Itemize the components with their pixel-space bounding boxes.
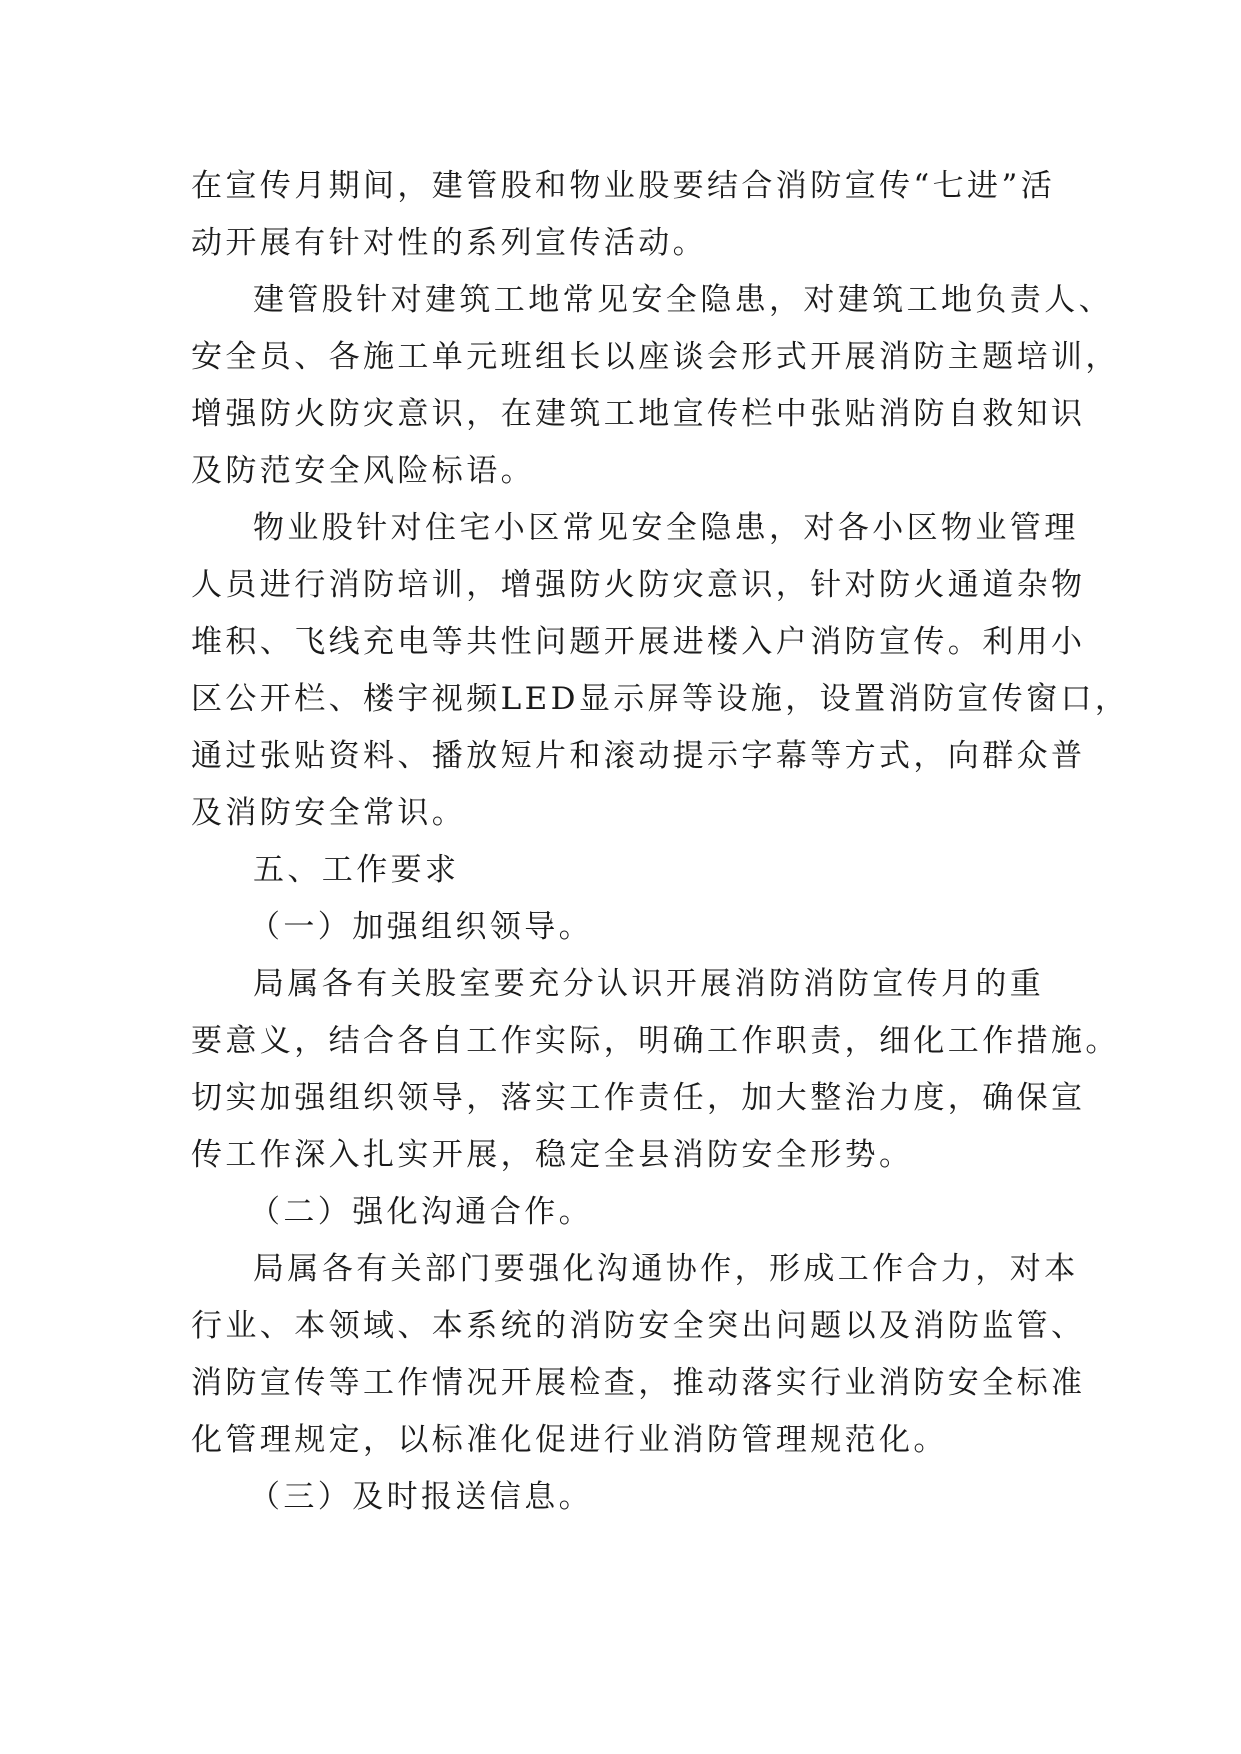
text-line: 化管理规定，以标准化促进行业消防管理规范化。: [191, 1422, 948, 1458]
subsection-heading: （一）加强组织领导。: [249, 909, 593, 945]
text-line: 堆积、飞线充电等共性问题开展进楼入户消防宣传。利用小: [191, 624, 1086, 660]
text-line: 局属各有关部门要强化沟通协作，形成工作合力，对本: [253, 1251, 1079, 1287]
text-line: 物业股针对住宅小区常见安全隐患，对各小区物业管理: [253, 510, 1079, 546]
text-line: 及消防安全常识。: [191, 795, 467, 831]
text-line: 消防宣传等工作情况开展检查，推动落实行业消防安全标准: [191, 1365, 1086, 1401]
text-line: 安全员、各施工单元班组长以座谈会形式开展消防主题培训，: [191, 339, 1120, 375]
text-line: 区公开栏、楼宇视频LED显示屏等设施，设置消防宣传窗口，: [191, 681, 1130, 717]
section-heading: 五、工作要求: [253, 852, 460, 888]
text-line: 动开展有针对性的系列宣传活动。: [191, 225, 707, 261]
text-line: 在宣传月期间，建管股和物业股要结合消防宣传“七进”活: [191, 168, 1056, 204]
text-line: 传工作深入扎实开展，稳定全县消防安全形势。: [191, 1137, 914, 1173]
text-line: 增强防火防灾意识，在建筑工地宣传栏中张贴消防自救知识: [191, 396, 1086, 432]
subsection-heading: （三）及时报送信息。: [249, 1479, 593, 1515]
text-line: 建管股针对建筑工地常见安全隐患，对建筑工地负责人、: [253, 282, 1113, 318]
text-line: 通过张贴资料、播放短片和滚动提示字幕等方式，向群众普: [191, 738, 1086, 774]
text-line: 人员进行消防培训，增强防火防灾意识，针对防火通道杂物: [191, 567, 1086, 603]
text-line: 局属各有关股室要充分认识开展消防消防宣传月的重: [253, 966, 1045, 1002]
text-line: 要意义，结合各自工作实际，明确工作职责，细化工作措施。: [191, 1023, 1120, 1059]
text-line: 切实加强组织领导，落实工作责任，加大整治力度，确保宣: [191, 1080, 1086, 1116]
text-line: 行业、本领域、本系统的消防安全突出问题以及消防监管、: [191, 1308, 1086, 1344]
text-line: 及防范安全风险标语。: [191, 453, 535, 489]
subsection-heading: （二）强化沟通合作。: [249, 1194, 593, 1230]
